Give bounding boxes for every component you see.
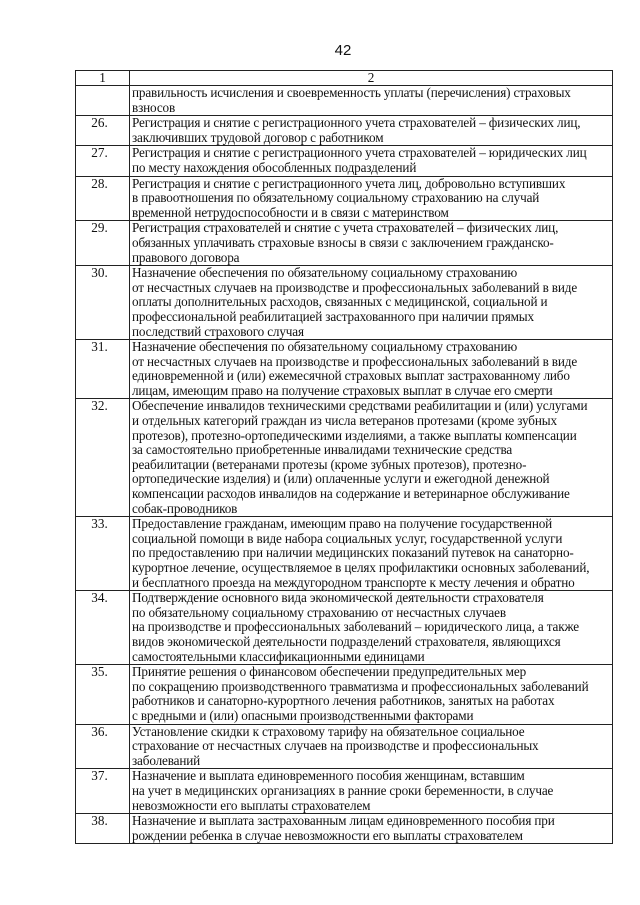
description-line: ортопедические изделия) и (или) оплаченные услуги и ежегодной денежной xyxy=(132,471,550,487)
row-number: 30. xyxy=(76,266,130,340)
table-row xyxy=(76,814,613,844)
description-line: Назначение обеспечения по обязательному социальному страхованию xyxy=(132,265,518,281)
description-line: и отдельных категорий граждан из числа ветеранов протезами (кроме зубных xyxy=(132,413,557,429)
table-row xyxy=(76,769,613,814)
description-line: страхование от несчастных случаев на производстве и профессиональных xyxy=(132,738,539,754)
table-row xyxy=(76,340,613,399)
description-line: по сокращению производственного травматизма и профессиональных заболеваний xyxy=(132,678,589,694)
description-line: Принятие решения о финансовом обеспечении предупредительных мер xyxy=(132,664,527,680)
description-line: социальной помощи в виде набора социальных услуг, государственной услуги xyxy=(132,530,563,546)
table-row xyxy=(76,86,613,116)
row-number: 26. xyxy=(76,116,130,146)
description-line: в правоотношения по обязательному социальному страхованию на случай xyxy=(132,190,540,206)
description-line: Предоставление гражданам, имеющим право на получение государственной xyxy=(132,516,553,532)
description-line: на производстве и профессиональных заболеваний – юридического лица, а также xyxy=(132,619,579,635)
table-row xyxy=(76,146,613,176)
row-number xyxy=(76,86,130,116)
row-description xyxy=(130,814,613,844)
description-line: за самостоятельно приобретенные инвалидами технические средства xyxy=(132,442,513,458)
row-number: 34. xyxy=(76,591,130,665)
table-row xyxy=(76,116,613,146)
table-row xyxy=(76,665,613,724)
description-line: Назначение и выплата единовременного пособия женщинам, вставшим xyxy=(132,768,525,784)
description-line: единовременной и (или) ежемесячной страховых выплат застрахованному либо xyxy=(132,368,570,384)
description-line: с вредными и (или) опасными производственными факторами xyxy=(132,707,474,723)
row-number: 32. xyxy=(76,399,130,517)
row-description xyxy=(130,176,613,221)
row-description xyxy=(130,266,613,340)
description-line: обязанных уплачивать страховые взносы в связи с заключением гражданско- xyxy=(132,234,554,250)
row-number: 31. xyxy=(76,340,130,399)
row-number: 35. xyxy=(76,665,130,724)
description-line: профессиональной реабилитацией застрахованного при наличии прямых xyxy=(132,308,534,324)
description-line: Установление скидки к страховому тарифу на обязательное социальное xyxy=(132,724,525,739)
description-line: видов экономической деятельности подразделений страхователя, являющихся xyxy=(132,633,561,649)
description-line: Назначение и выплата застрахованным лицам единовременного пособия при xyxy=(132,813,555,829)
column-header-description: 2 xyxy=(130,71,613,86)
description-line: заболеваний xyxy=(132,752,201,768)
table-row xyxy=(76,724,613,769)
row-description xyxy=(130,724,613,769)
row-number: 27. xyxy=(76,146,130,176)
description-line: от несчастных случаев на производстве и профессиональных заболеваний в виде xyxy=(132,279,578,295)
row-description xyxy=(130,116,613,146)
table-row xyxy=(76,176,613,221)
description-line: самостоятельными классификационными единицами xyxy=(132,648,425,664)
table-row xyxy=(76,399,613,517)
description-line: компенсации расходов инвалидов на содержание и ветеринарное обслуживание xyxy=(132,486,570,502)
table-header-row xyxy=(76,71,613,86)
row-number: 28. xyxy=(76,176,130,221)
description-line: Подтверждение основного вида экономической деятельности страхователя xyxy=(132,590,544,606)
row-description xyxy=(130,665,613,724)
description-line: Обеспечение инвалидов техническими средствами реабилитации и (или) услугами xyxy=(132,398,588,414)
page-number: 42 xyxy=(334,42,352,59)
description-line: последствий страхового случая xyxy=(132,323,304,339)
description-line: по предоставлению при наличии медицинских показаний путевок на санаторно- xyxy=(132,545,574,561)
description-line: Регистрация страхователей и снятие с учета страхователей – физических лиц, xyxy=(132,220,559,236)
description-line: работников и санаторно-курортного лечения работников, занятых на работах xyxy=(132,693,555,709)
table-row xyxy=(76,591,613,665)
row-description xyxy=(130,517,613,591)
row-description xyxy=(130,221,613,266)
description-line: правового договора xyxy=(132,249,240,265)
description-line: рождении ребенка в случае невозможности его выплаты страхователем xyxy=(132,827,523,843)
description-line: взносов xyxy=(132,99,176,115)
description-line: по месту нахождения обособленных подразделений xyxy=(132,159,417,175)
row-description xyxy=(130,340,613,399)
description-line: невозможности его выплаты страхователем xyxy=(132,797,371,813)
table-row xyxy=(76,221,613,266)
row-number: 37. xyxy=(76,769,130,814)
description-line: лицам, имеющим право на получение страховых выплат в случае его смерти xyxy=(132,382,553,398)
column-header-number: 1 xyxy=(76,71,130,86)
description-line: Назначение обеспечения по обязательному социальному страхованию xyxy=(132,339,518,355)
table-body xyxy=(76,71,613,844)
row-description xyxy=(130,769,613,814)
description-line: собак-проводников xyxy=(132,500,238,516)
services-table xyxy=(75,70,613,844)
description-line: Регистрация и снятие с регистрационного учета страхователей – юридических лиц xyxy=(132,145,587,161)
row-number: 33. xyxy=(76,517,130,591)
row-description xyxy=(130,146,613,176)
table-row xyxy=(76,517,613,591)
description-line: протезов), протезно-ортопедическими изделиями, а также выплаты компенсации xyxy=(132,427,577,443)
description-line: по обязательному социальному страхованию от несчастных случаев xyxy=(132,604,506,620)
table-row xyxy=(76,266,613,340)
description-line: от несчастных случаев на производстве и профессиональных заболеваний в виде xyxy=(132,353,578,369)
description-line: временной нетрудоспособности и в связи с материнством xyxy=(132,204,449,220)
description-line: правильность исчисления и своевременность уплаты (перечисления) страховых xyxy=(132,85,571,100)
row-number: 29. xyxy=(76,221,130,266)
description-line: на учет в медицинских организациях в ранние сроки беременности, в случае xyxy=(132,782,554,798)
description-line: Регистрация и снятие с регистрационного учета страхователей – физических лиц, xyxy=(132,115,581,131)
row-description xyxy=(130,591,613,665)
row-number: 38. xyxy=(76,814,130,844)
description-line: оплаты дополнительных расходов, связанных с медицинской, социальной и xyxy=(132,294,548,310)
row-description xyxy=(130,399,613,517)
description-line: реабилитации (ветеранами протезы (кроме зубных протезов), протезно- xyxy=(132,456,527,472)
row-description xyxy=(130,86,613,116)
description-line: курортное лечение, осуществляемое в целях профилактики основных заболеваний, xyxy=(132,560,590,575)
description-line: Регистрация и снятие с регистрационного учета лиц, добровольно вступивших xyxy=(132,176,566,191)
row-number: 36. xyxy=(76,724,130,769)
description-line: заключивших трудовой договор с работником xyxy=(132,129,384,145)
description-line: и бесплатного проезда на междугородном транспорте к месту лечения и обратно xyxy=(132,574,575,590)
